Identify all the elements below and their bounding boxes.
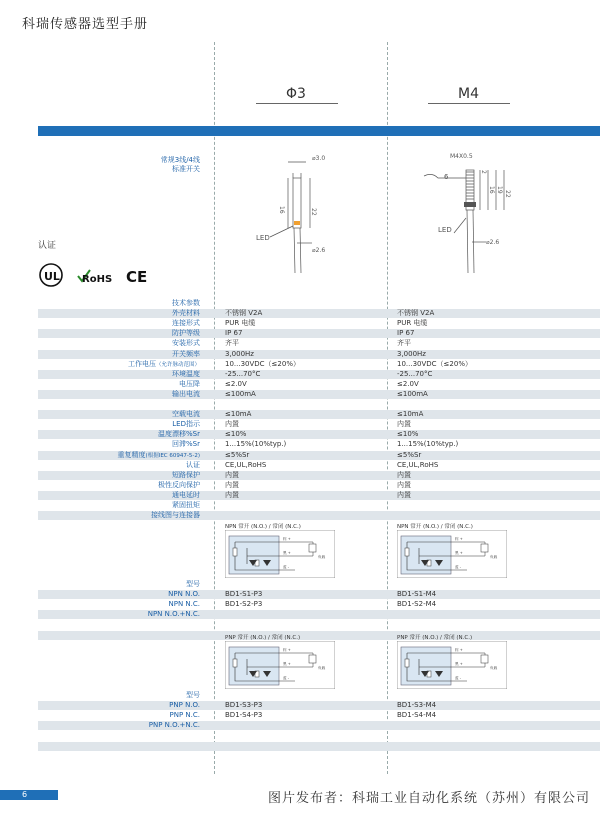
row-label (158, 481, 200, 490)
row-label (172, 370, 200, 379)
value-m4: ≤10mA (397, 410, 424, 419)
row-label-text: PNP N.O.+N.C. (148, 721, 200, 730)
value-m4: 不锈钢 V2A (397, 309, 435, 318)
table-row (38, 631, 600, 640)
table-row (38, 481, 600, 490)
value-m4: -25...70°C (397, 369, 433, 378)
pnp-wiring-diagram (397, 641, 507, 693)
row-label (168, 590, 200, 599)
row-label-text: PNP N.C. (169, 711, 200, 720)
value-phi3: PUR 电缆 (225, 319, 256, 328)
value-m4: BD1-S3-M4 (397, 701, 437, 710)
value-phi3: BD1-S1-P3 (225, 590, 263, 599)
table-row (38, 511, 600, 520)
table-row (38, 329, 600, 338)
table-row (38, 360, 600, 369)
value-phi3: CE,UL,RoHS (225, 460, 267, 469)
value-phi3: IP 67 (225, 329, 243, 338)
row-label-text: 紧固扭矩 (172, 501, 200, 509)
product-type-line2: 标准开关 (172, 165, 200, 173)
row-label-text: 型号 (186, 580, 200, 588)
dim-diameter-top: ⌀3.0 (312, 155, 326, 162)
table-row (38, 400, 600, 409)
column-header-rule (256, 103, 338, 104)
table-row (38, 410, 600, 419)
resistor (233, 548, 237, 556)
row-label-text: NPN N.C. (168, 600, 200, 609)
value-phi3: 10...30VDC（≤20%） (225, 359, 300, 368)
row-label-text: NPN N.O. (168, 590, 200, 599)
value-phi3: -25...70°C (225, 369, 261, 378)
resistor (233, 659, 237, 667)
product-type-line1: 常规3线/4线 (160, 156, 200, 164)
npn-diagram-title: NPN 常开 (N.O.) / 常闭 (N.C.) (397, 524, 473, 530)
load-box (309, 544, 316, 552)
column-header-phi3: Φ3 (286, 86, 306, 102)
table-row (38, 461, 600, 470)
row-label-text: 工作电压 (127, 359, 156, 368)
row-label-text: 环境温度 (172, 369, 200, 378)
value-phi3: ≤100mA (225, 389, 256, 398)
row-label (148, 610, 200, 619)
value-m4: ≤5%Sr (397, 450, 422, 459)
table-row (38, 471, 600, 480)
wire-label-black: 黑 + (455, 551, 463, 555)
row-label-text: 极性反向保护 (158, 480, 200, 489)
row-label (172, 501, 200, 510)
dim-length-22: 22 (310, 208, 317, 216)
row-label (172, 350, 200, 359)
row-label-text: 输出电流 (172, 389, 200, 398)
value-phi3: ≤10% (225, 430, 247, 439)
value-m4: BD1-S4-M4 (397, 711, 437, 720)
table-row (38, 620, 600, 629)
value-phi3: ≤2.0V (225, 379, 247, 388)
row-label-text: 重复精度 (117, 450, 146, 459)
table-row (38, 350, 600, 359)
ul-mark-text: UL (44, 270, 60, 283)
m4-dimension-drawing (420, 148, 530, 278)
row-label (149, 721, 200, 730)
value-phi3: ≤5%Sr (225, 450, 250, 459)
column-header-rule (428, 103, 510, 104)
load-box (309, 655, 316, 663)
wire-label-blue: 蓝 - (283, 676, 290, 680)
page-title: 科瑞传感器选型手册 (22, 17, 149, 32)
table-row (38, 491, 600, 500)
row-label-text: 型号 (186, 691, 200, 699)
page-number: 6 (22, 790, 28, 799)
row-label-text: 电压降 (179, 379, 200, 388)
row-label-text: 外壳材料 (172, 309, 200, 318)
load-box (481, 655, 488, 663)
row-label (186, 691, 200, 700)
value-phi3: 内置 (225, 490, 239, 499)
row-label (172, 390, 200, 399)
row-label-text: 温度漂移%Sr (158, 430, 200, 439)
table-row (38, 430, 600, 439)
resistor (405, 548, 409, 556)
npn-wiring-diagram (225, 530, 335, 582)
row-label (172, 339, 200, 348)
table-row (38, 420, 600, 429)
npn-wiring-diagram (397, 530, 507, 582)
wire-label-load: 负载 (318, 555, 326, 559)
table-row (38, 721, 600, 730)
value-m4: CE,UL,RoHS (397, 460, 439, 469)
wire-label-load: 负载 (490, 666, 498, 670)
npn-circuit-svg (225, 530, 335, 578)
row-label (172, 410, 200, 419)
pnp-diagram-title: PNP 常开 (N.O.) / 常闭 (N.C.) (225, 635, 301, 641)
value-m4: 齐平 (397, 339, 411, 348)
dim-thread: M4X0.5 (450, 153, 473, 160)
row-label (172, 299, 200, 308)
value-m4: ≤2.0V (397, 379, 419, 388)
value-phi3: 1...15%(10%typ.) (225, 440, 287, 449)
value-m4: 3,000Hz (397, 349, 426, 358)
publisher-credit: 图片发布者：科瑞工业自动化系统（苏州）有限公司 (267, 791, 590, 806)
table-row (38, 600, 600, 609)
wire-label-blue: 蓝 - (455, 676, 462, 680)
value-m4: ≤100mA (397, 389, 428, 398)
table-row (38, 390, 600, 399)
table-row (38, 309, 600, 318)
certification-logos (38, 262, 168, 292)
table-row (38, 299, 600, 308)
value-m4: 内置 (397, 420, 411, 429)
dim-length-16: 16 (488, 186, 495, 194)
row-label-text: 短路保护 (172, 470, 200, 479)
row-label (158, 430, 200, 439)
table-row (38, 451, 600, 460)
row-label (128, 360, 200, 370)
load-box (481, 544, 488, 552)
wire-label-black: 黑 + (455, 662, 463, 666)
table-row (38, 590, 600, 599)
phi3-dimension-drawing (250, 148, 340, 278)
table-row (38, 610, 600, 619)
value-m4: BD1-S2-M4 (397, 600, 437, 609)
wire-label-brown: 棕 + (283, 537, 291, 541)
value-phi3: 齐平 (225, 339, 239, 348)
rohs-mark-text: RoHS (82, 274, 113, 285)
row-label (186, 461, 200, 470)
value-phi3: BD1-S4-P3 (225, 711, 263, 720)
dim-nut: 6 (444, 173, 449, 181)
row-label-text: LED指示 (172, 420, 200, 429)
row-label (186, 580, 200, 589)
table-row (38, 339, 600, 348)
row-label (151, 511, 200, 520)
dim-length-2: 2 (480, 170, 487, 174)
table-row (38, 580, 600, 589)
value-phi3: 内置 (225, 470, 239, 479)
row-label-text: 认证 (186, 460, 200, 469)
ul-logo (40, 264, 62, 286)
page-number-tab (0, 790, 58, 800)
row-label (172, 319, 200, 328)
row-label (169, 701, 200, 710)
row-label-text: 空载电流 (172, 410, 200, 419)
value-phi3: 不锈钢 V2A (225, 309, 263, 318)
section-band (38, 126, 600, 136)
value-m4: PUR 电缆 (397, 319, 428, 328)
value-m4: 10...30VDC（≤20%） (397, 359, 472, 368)
wire-label-brown: 棕 + (455, 648, 463, 652)
row-label-text: 连接形式 (172, 319, 200, 328)
row-label (169, 600, 201, 609)
dim-length-22: 22 (504, 190, 511, 198)
row-label-text: 技术参数 (172, 299, 200, 307)
table-row (38, 370, 600, 379)
wire-label-blue: 蓝 - (455, 565, 462, 569)
table-row (38, 691, 600, 700)
value-m4: 内置 (397, 490, 411, 499)
row-label-note: (根据IEC 60947-5-2) (145, 452, 200, 459)
value-phi3: BD1-S3-P3 (225, 701, 263, 710)
row-label (172, 309, 200, 318)
row-label (179, 380, 200, 389)
table-row (38, 319, 600, 328)
row-label-text: NPN N.O.+N.C. (147, 610, 200, 619)
row-label (170, 711, 200, 720)
resistor (405, 659, 409, 667)
pnp-diagram-title: PNP 常开 (N.O.) / 常闭 (N.C.) (397, 635, 473, 641)
value-phi3: BD1-S2-P3 (225, 600, 263, 609)
ce-mark-text: CE (126, 268, 148, 286)
dim-cable-diameter: ⌀2.6 (486, 239, 500, 246)
wire-label-load: 负载 (318, 666, 326, 670)
table-row (38, 742, 600, 751)
rohs-logo (78, 270, 112, 285)
led-label: LED (256, 234, 270, 242)
row-label-text: 防护等级 (172, 329, 200, 338)
value-phi3: 3,000Hz (225, 349, 254, 358)
dim-length-19: 19 (496, 186, 503, 194)
value-phi3: 内置 (225, 480, 239, 489)
row-label-text: PNP N.O. (169, 701, 200, 710)
value-m4: 内置 (397, 480, 411, 489)
value-m4: ≤10% (397, 430, 419, 439)
row-label (172, 491, 200, 500)
value-m4: 内置 (397, 470, 411, 479)
certification-label: 认证 (38, 241, 57, 251)
row-label (172, 440, 200, 449)
dim-cable-diameter: ⌀2.6 (312, 247, 326, 254)
dim-length-16: 16 (278, 206, 285, 214)
pnp-wiring-diagram (225, 641, 335, 693)
wire-label-blue: 蓝 - (283, 565, 290, 569)
row-label-text: 通电延时 (172, 490, 200, 499)
value-m4: BD1-S1-M4 (397, 590, 437, 599)
table-row (38, 380, 600, 389)
row-label (172, 420, 200, 429)
table-row (38, 711, 600, 720)
column-header-m4: M4 (458, 86, 479, 102)
row-label (172, 471, 200, 480)
npn-diagram-title: NPN 常开 (N.O.) / 常闭 (N.C.) (225, 524, 301, 530)
row-label-note: （允许脉动范围） (155, 361, 200, 368)
wire-label-brown: 棕 + (283, 648, 291, 652)
value-phi3: ≤10mA (225, 410, 252, 419)
row-label-text: 开关频率 (172, 349, 200, 358)
row-label (172, 329, 200, 338)
row-label-text: 回滞%Sr (172, 440, 200, 449)
pnp-circuit-svg (225, 641, 335, 689)
value-phi3: 内置 (225, 420, 239, 429)
row-label-text: 安装形式 (172, 339, 200, 348)
wire-label-black: 黑 + (283, 551, 291, 555)
table-row (38, 731, 600, 740)
npn-circuit-svg (397, 530, 507, 578)
led-label: LED (438, 226, 452, 234)
table-row (38, 501, 600, 510)
table-row (38, 701, 600, 710)
pnp-circuit-svg (397, 641, 507, 689)
row-label (118, 451, 200, 461)
wire-label-load: 负载 (490, 555, 498, 559)
row-label-text: 接线图与连接器 (151, 511, 200, 520)
wire-label-brown: 棕 + (455, 537, 463, 541)
table-row (38, 440, 600, 449)
wire-label-black: 黑 + (283, 662, 291, 666)
value-m4: IP 67 (397, 329, 415, 338)
value-m4: 1...15%(10%typ.) (397, 440, 459, 449)
